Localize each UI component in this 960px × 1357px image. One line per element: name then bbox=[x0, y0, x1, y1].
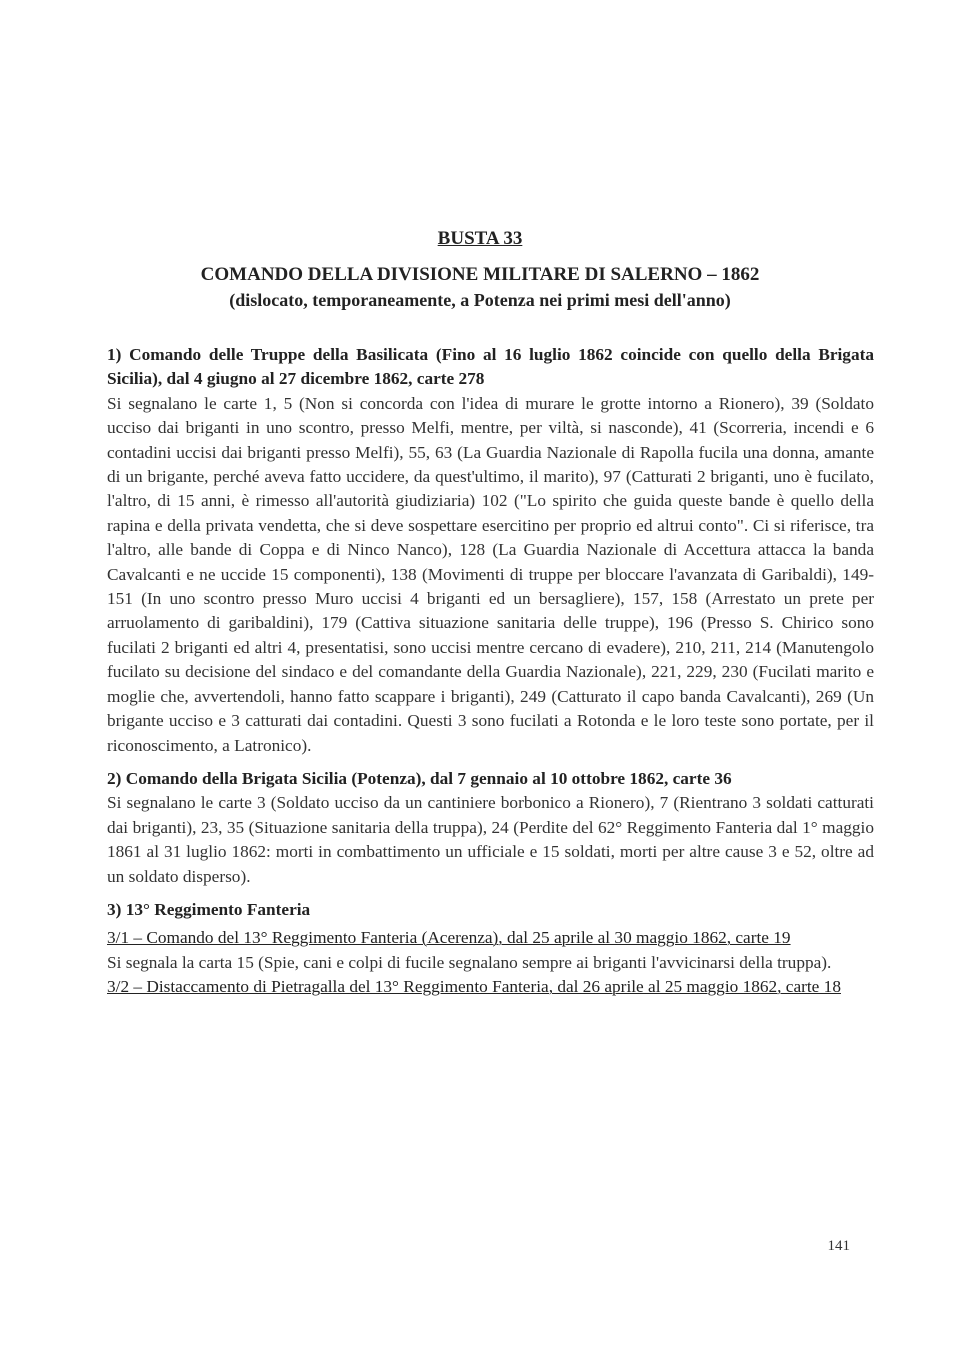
section-3-heading: 3) 13° Reggimento Fanteria bbox=[107, 899, 311, 919]
page-number: 141 bbox=[827, 1238, 850, 1254]
subsection-3-1-heading: 3/1 – Comando del 13° Reggimento Fanteria (Acerenza), dal 25 aprile al 30 maggio 1862, carte 19 bbox=[107, 928, 791, 948]
document-body bbox=[107, 343, 874, 1000]
section-1-body: Si segnalano le carte 1, 5 (Non si concorda con l'idea di murare le grotte intorno a Rionero), 39 (Soldato ucciso dai briganti in uno scontro, presso Melfi, mentre, per viltà, si nasconde), 41 (Scorreria, incendi e 6 contadini uccisi dai briganti presso Melfi), 55, 63 (La Guardia Nazionale di Rapolla fucila una donna, amante di un brigante, perché aveva fatto uccidere, da quest'ultimo, il marito), 97 (Catturati 2 briganti, uno è fucilato, l'altro, di 15 anni, è rimesso all'autorità giudiziaria) 102 ("Lo spirito che guida queste bande è quello della rapina e della privata vendetta, che si deve sospettare esercitino per proprio ed altrui conto". Ci si riferisce, tra l'altro, alle bande di Coppa e di Ninco Nanco), 128 (La Guardia Nazionale di Accettura attacca la banda Cavalcanti e ne uccide 15 componenti), 138 (Movimenti di truppe per bloccare l'avanzata di Garibaldi), 149-151 (In uno scontro presso Muro uccisi 4 briganti ed un bersagliere), 157, 158 (Arrestato un prete per arruolamento di garibaldini), 179 (Cattiva situazione sanitaria delle truppe), 196 (Presso S. Chirico sono fucilati 2 briganti ed altri 4, presentatisi, sono uccisi mentre cercano di evadere), 210, 211, 214 (Manutengolo fucilato su decisione del sindaco e del comandante della Guardia Nazionale), 221, 229, 230 (Fucilati marito e moglie che, avvertendoli, hanno fatto scappare i briganti), 249 (Catturato il capo banda Cavalcanti), 269 (Un brigante ucciso e 3 catturati dai contadini. Questi 3 sono fucilati a Rotonda e le loro teste sono portate, per il riconoscimento, a Latronico). bbox=[107, 393, 874, 755]
section-2-body: Si segnalano le carte 3 (Soldato ucciso da un cantiniere borbonico a Rionero), 7 (Rientrano 3 soldati catturati dai briganti), 23, 35 (Situazione sanitaria della truppa), 24 (Perdite del 62° Reggimento Fanteria dal 1° maggio 1861 al 31 luglio 1862: morti in combattimento un ufficiale e 15 soldati, morti per altre cause 3 e 52, oltre ad un soldato disperso). bbox=[107, 793, 874, 886]
busta-title: BUSTA 33 bbox=[437, 228, 523, 249]
section-2-heading: 2) Comando della Brigata Sicilia (Potenza), dal 7 gennaio al 10 ottobre 1862, carte 36 bbox=[107, 768, 732, 788]
division-subtitle: (dislocato, temporaneamente, a Potenza nei primi mesi dell'anno) bbox=[229, 290, 731, 310]
section-1-heading: 1) Comando delle Truppe della Basilicata (Fino al 16 luglio 1862 coincide con quello della Brigata Sicilia), dal 4 giugno al 27 dicembre 1862, carte 278 bbox=[107, 345, 874, 389]
subsection-3-2-heading: 3/2 – Distaccamento di Pietragalla del 13° Reggimento Fanteria, dal 26 aprile al 25 maggio 1862, carte 18 bbox=[107, 977, 841, 997]
subsection-3-1-body: Si segnala la carta 15 (Spie, cani e colpi di fucile segnalano sempre ai briganti l'avvicinarsi della truppa). bbox=[107, 952, 832, 972]
division-title: COMANDO DELLA DIVISIONE MILITARE DI SALERNO – 1862 bbox=[200, 264, 760, 285]
